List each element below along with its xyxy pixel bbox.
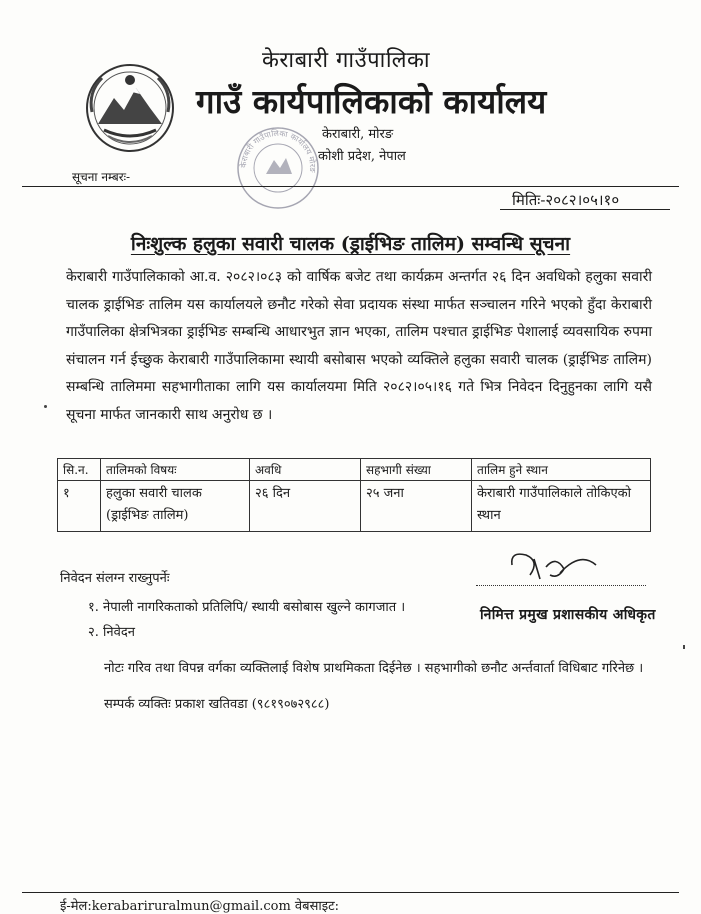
table-header-row [58, 459, 651, 481]
signatory-title: निमित्त प्रमुख प्रशासकीय अधिकृत [480, 607, 656, 623]
table-row [58, 481, 651, 532]
contact-person: सम्पर्क व्यक्तिः प्रकाश खतिवडा (९८१९०७२९८८) [104, 697, 330, 712]
scan-speck [44, 405, 47, 408]
col-header-subject: तालिमको विषयः [101, 459, 250, 481]
date-divider [500, 209, 670, 210]
notice-subject: निःशुल्क हलुका सवारी चालक (ड्राईभिङ तालिम) सम्वन्धि सूचना [130, 233, 571, 255]
col-header-duration: अवधि [250, 459, 361, 481]
cell-subject: हलुका सवारी चालक (ड्राईभिङ तालिम) [101, 481, 250, 532]
footer-contact: ई-मेल:kerabariruralmun@gmail.com वेबसाइट: [60, 899, 340, 914]
header-divider [22, 186, 679, 187]
signature-line [476, 585, 646, 586]
office-title: गाउँ कार्यपालिकाको कार्यालय [196, 82, 547, 121]
notice-note: नोटः गरिव तथा विपन्न वर्गका व्यक्तिलाई विशेष प्राथमिकता दिईनेछ । सहभागीको छनौट अर्न्तवार्ता विधिबाट गरिनेछ । [104, 661, 644, 676]
handwritten-signature [500, 545, 610, 605]
col-header-participants: सहभागी संख्या [361, 459, 472, 481]
attachments-heading: निवेदन संलग्न राख्नुपर्नेः [60, 571, 170, 586]
notice-date: मितिः-२०८२।०५।१० [512, 191, 620, 209]
training-table [57, 458, 651, 532]
attachment-item-1: १. नेपाली नागरिकताको प्रतिलिपि/ स्थायी बसोबास खुल्ने कागजात । [88, 600, 406, 615]
address-line-2: कोशी प्रदेश, नेपाल [318, 149, 406, 164]
col-header-serial: सि.न. [58, 459, 101, 481]
cell-duration: २६ दिन [250, 481, 361, 532]
cell-participants: २५ जना [361, 481, 472, 532]
scan-speck [683, 645, 685, 649]
svg-text:केराबारी गाउँपालिका कार्यालय म: केराबारी गाउँपालिका कार्यालय मोरङ [238, 128, 318, 173]
col-header-location: तालिम हुने स्थान [472, 459, 651, 481]
cell-location: केराबारी गाउँपालिकाले तोकिएको स्थान [472, 481, 651, 532]
notice-number-label: सूचना नम्बरः- [72, 170, 131, 184]
org-name: केराबारी गाउँपालिका [262, 48, 431, 73]
nepal-government-emblem [84, 62, 176, 154]
notice-body: केराबारी गाउँपालिकाको आ.व. २०८२।०८३ को वार्षिक बजेट तथा कार्यक्रम अन्तर्गत २६ दिन अवधिको हलुका सवारी चालक ड्राईभिङ तालिम यस कार्यालयले छनौट गरेको सेवा प्रदायक संस्था मार्फत सञ्चालन गरिने भएको हुँदा केराबारी गाउँपालिका क्षेत्रभित्रका ड्राईभिङ सम्बन्धि आधारभुत ज्ञान भएका, तालिम पश्चात ड्राईभिङ पेशालाई व्यवसायिक रुपमा संचालन गर्न ईच्छुक केराबारी गाउँपालिकामा स्थायी बसोबास भएको व्यक्तिले हलुका सवारी चालक (ड्राईभिङ तालिम) सम्बन्धि तालिममा सहभागीताका लागि यस कार्यालयमा मिति २०८२।०५।१६ गते भित्र निवेदन दिनुहुनका लागि यसै सूचना मार्फत जानकारी साथ अनुरोध छ । [66, 269, 652, 423]
attachment-item-2: २. निवेदन [88, 625, 135, 640]
footer-divider [22, 892, 679, 893]
cell-serial: १ [58, 481, 101, 532]
address-line-1: केराबारी, मोरङ [322, 127, 394, 142]
office-seal-stamp [234, 124, 322, 212]
